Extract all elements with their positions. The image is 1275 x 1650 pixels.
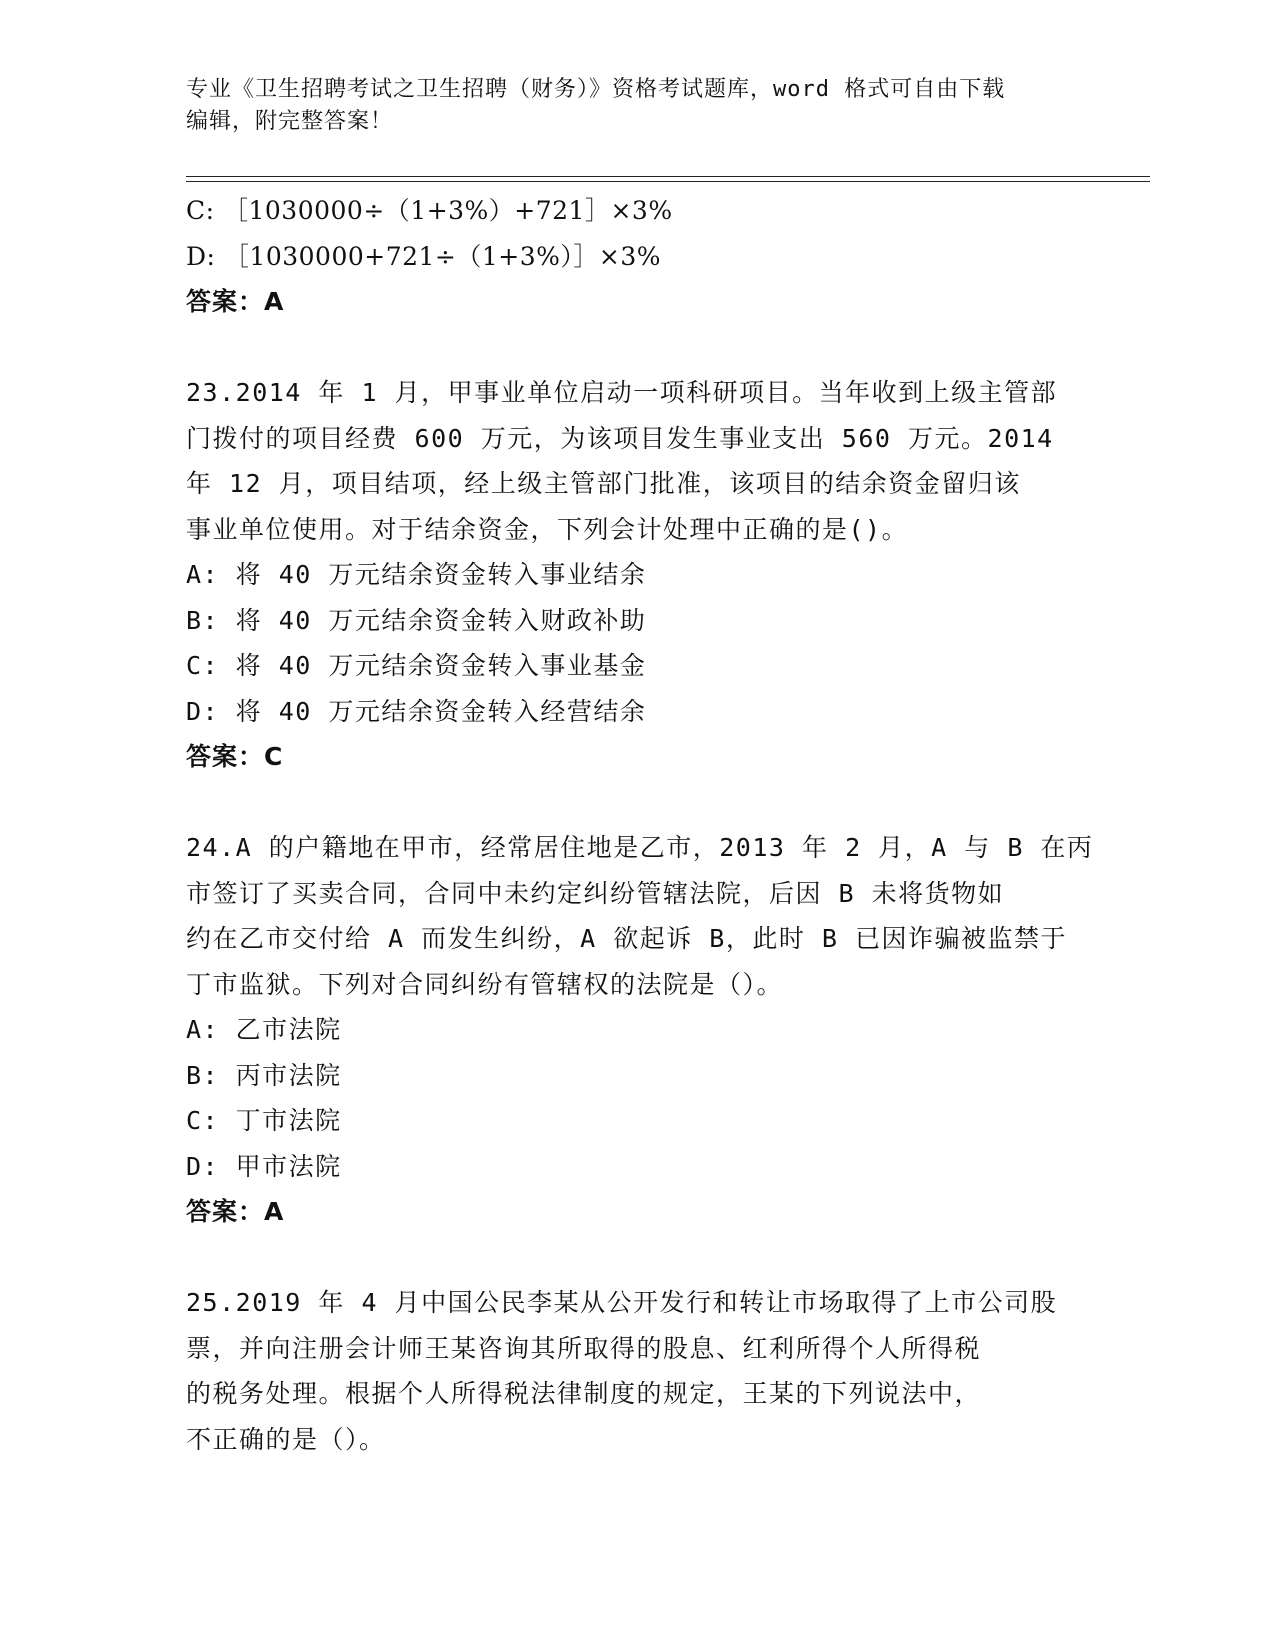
- question-text-line: 门拨付的项目经费 600 万元，为该项目发生事业支出 560 万元。2014: [186, 423, 1054, 453]
- question-25: [186, 1280, 1086, 1462]
- option-c: C: ［1030000÷（1+3%）+721］×3%: [186, 196, 673, 225]
- question-text-line: 的税务处理。根据个人所得税法律制度的规定，王某的下列说法中，: [186, 1379, 982, 1408]
- document-header: [186, 74, 1066, 138]
- header-divider-bottom: [186, 181, 1150, 182]
- header-divider-top: [186, 176, 1150, 177]
- header-line-2: 编辑，附完整答案！: [186, 109, 394, 134]
- question-text-line: 23.2014 年 1 月，甲事业单位启动一项科研项目。当年收到上级主管部: [186, 378, 1058, 407]
- header-line-1: 专业《卫生招聘考试之卫生招聘（财务）》资格考试题库，word 格式可自由下载: [186, 77, 1006, 102]
- option-a: A: 乙市法院: [186, 1015, 342, 1044]
- question-text-line: 丁市监狱。下列对合同纠纷有管辖权的法院是（）。: [186, 969, 784, 999]
- question-text-line: 事业单位使用。对于结余资金，下列会计处理中正确的是()。: [186, 514, 909, 544]
- option-c: C: 将 40 万元结余资金转入事业基金: [186, 651, 647, 680]
- question-text-line: 票，并向注册会计师王某咨询其所取得的股息、红利所得个人所得税: [186, 1333, 982, 1363]
- question-24: [186, 825, 1094, 1235]
- prev-question-tail: [186, 188, 1086, 325]
- option-d: D: ［1030000+721÷（1+3%）］×3%: [186, 241, 661, 271]
- option-d: D: 将 40 万元结余资金转入经营结余: [186, 696, 647, 726]
- option-a: A: 将 40 万元结余资金转入事业结余: [186, 560, 647, 589]
- document-body: [186, 188, 1094, 1462]
- option-d: D: 甲市法院: [186, 1151, 342, 1181]
- question-text-line: 25.2019 年 4 月中国公民李某从公开发行和转让市场取得了上市公司股: [186, 1288, 1058, 1317]
- question-text-line: 24.A 的户籍地在甲市，经常居住地是乙市，2013 年 2 月，A 与 B 在丙: [186, 833, 1094, 862]
- option-b: B: 丙市法院: [186, 1060, 342, 1090]
- answer: 答案：C: [186, 742, 284, 771]
- question-text-line: 市签订了买卖合同，合同中未约定纠纷管辖法院，后因 B 未将货物如: [186, 878, 1005, 908]
- question-23: [186, 370, 1086, 780]
- answer: 答案：A: [186, 287, 285, 316]
- question-text-line: 不正确的是（）。: [186, 1424, 386, 1454]
- question-text-line: 约在乙市交付给 A 而发生纠纷，A 欲起诉 B，此时 B 已因诈骗被监禁于: [186, 924, 1068, 953]
- answer: 答案：A: [186, 1197, 285, 1226]
- question-text-line: 年 12 月，项目结项，经上级主管部门批准，该项目的结余资金留归该: [186, 469, 1021, 498]
- option-c: C: 丁市法院: [186, 1106, 342, 1135]
- option-b: B: 将 40 万元结余资金转入财政补助: [186, 605, 647, 635]
